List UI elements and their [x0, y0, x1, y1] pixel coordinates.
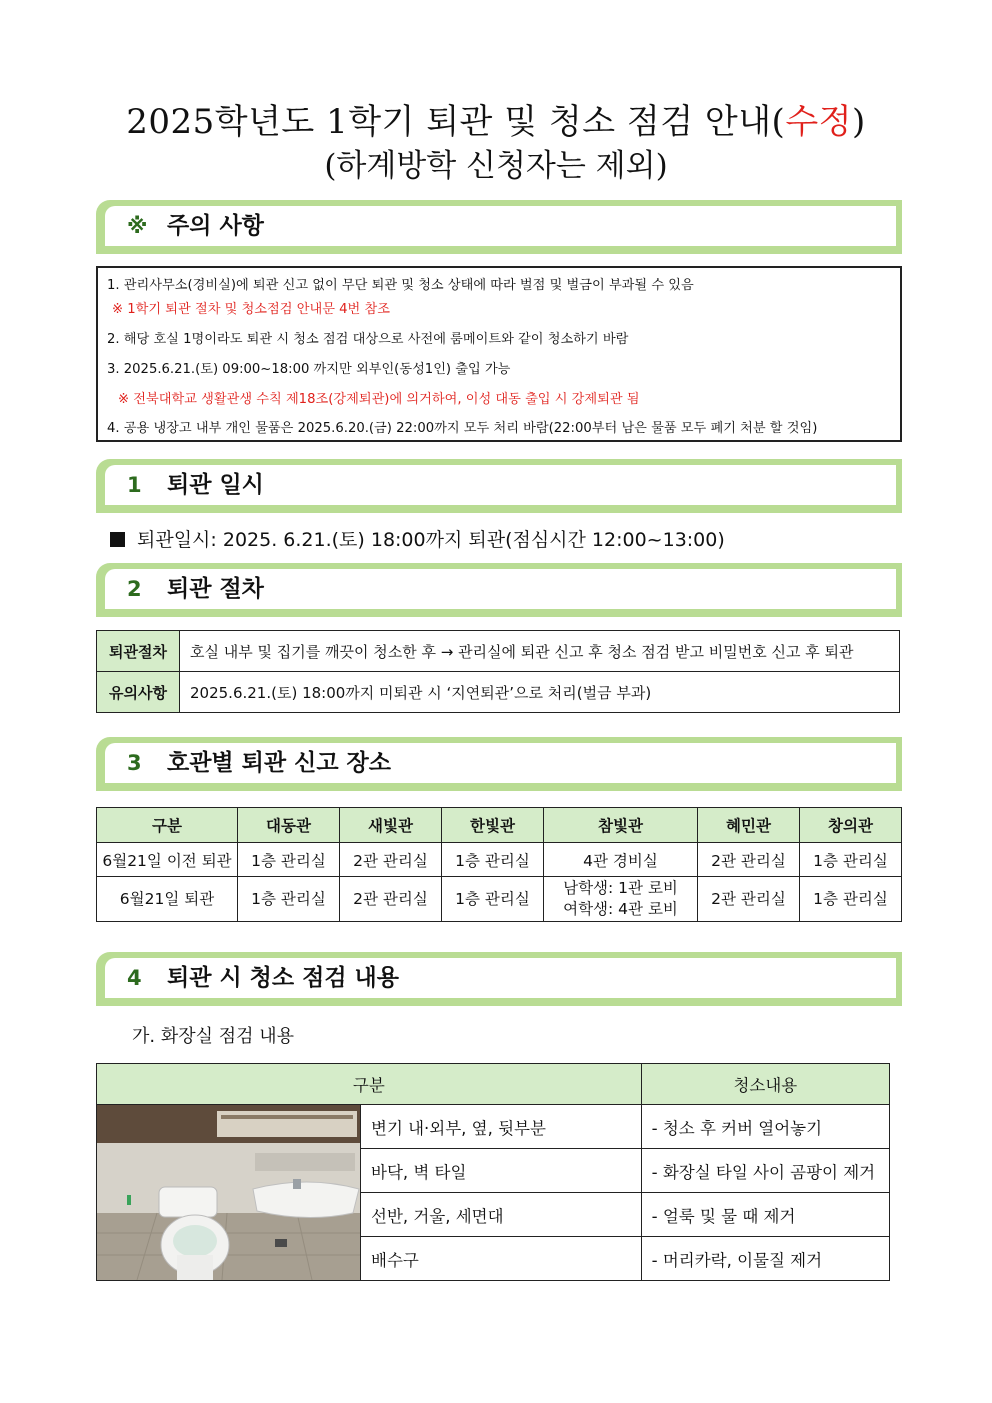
inspection-content: - 청소 후 커버 열어놓기	[641, 1105, 889, 1149]
section-header-4	[96, 952, 902, 1006]
table-cell: 2관 관리실	[340, 877, 442, 922]
section-header-notice	[96, 200, 902, 254]
table-header-row	[97, 808, 902, 843]
column-header: 대동관	[238, 808, 340, 843]
table-cell: 6월21일 이전 퇴관	[97, 843, 238, 877]
bathroom-photo-cell	[97, 1105, 361, 1281]
checkout-location-table	[96, 807, 902, 922]
section-header-2	[96, 563, 902, 617]
inspection-content: - 머리카락, 이물질 제거	[641, 1237, 889, 1281]
column-header: 청소내용	[641, 1064, 889, 1105]
page-title: 2025학년도 1학기 퇴관 및 청소 점검 안내(수정)	[126, 102, 866, 142]
notice-line: 2. 해당 호실 1명이라도 퇴관 시 청소 점검 대상으로 사전에 룸메이트와 같이 청소하기 바람	[107, 332, 629, 347]
bathroom-image	[97, 1105, 360, 1280]
section-label: 퇴관 시 청소 점검 내용	[167, 965, 399, 991]
section-number: 4	[127, 966, 142, 990]
table-cell	[544, 877, 698, 922]
title-red-text: 수정	[785, 102, 853, 142]
table-cell: 1층 관리실	[800, 843, 902, 877]
notice-mark: ※	[127, 214, 148, 238]
table-cell: 6월21일 퇴관	[97, 877, 238, 922]
table-cell: 2관 관리실	[340, 843, 442, 877]
row-header: 퇴관절차	[97, 631, 180, 672]
section-label: 퇴관 절차	[167, 576, 264, 602]
table-header-row	[97, 1064, 890, 1105]
section-number: 3	[127, 751, 142, 775]
inspection-item: 바닥, 벽 타일	[361, 1149, 642, 1193]
table-cell: 1층 관리실	[442, 843, 544, 877]
checkout-date-line: 퇴관일시: 2025. 6.21.(토) 18:00까지 퇴관(점심시간 12:00~13:00)	[110, 525, 725, 552]
column-header: 참빛관	[544, 808, 698, 843]
column-header: 혜민관	[698, 808, 800, 843]
cell-line: 남학생: 1관 로비	[563, 879, 678, 897]
table-cell: 2관 관리실	[698, 843, 800, 877]
checkout-procedure-table	[96, 630, 900, 713]
column-header: 창의관	[800, 808, 902, 843]
table-cell: 4관 경비실	[544, 843, 698, 877]
section-label: 호관별 퇴관 신고 장소	[167, 750, 391, 776]
row-value: 호실 내부 및 집기를 깨끗이 청소한 후 → 관리실에 퇴관 신고 후 청소 점검 받고 비밀번호 신고 후 퇴관	[180, 631, 900, 672]
inspection-content: - 화장실 타일 사이 곰팡이 제거	[641, 1149, 889, 1193]
column-header: 구분	[97, 1064, 642, 1105]
table-row	[97, 877, 902, 922]
row-header: 유의사항	[97, 672, 180, 713]
table-cell: 1층 관리실	[238, 843, 340, 877]
bathroom-photo	[97, 1105, 360, 1280]
column-header: 새빛관	[340, 808, 442, 843]
table-cell: 1층 관리실	[238, 877, 340, 922]
row-value: 2025.6.21.(토) 18:00까지 미퇴관 시 ‘지연퇴관’으로 처리(벌금 부과)	[180, 672, 900, 713]
square-bullet-icon	[110, 532, 125, 547]
table-row	[97, 631, 900, 672]
inspection-item: 배수구	[361, 1237, 642, 1281]
inspection-item: 변기 내·외부, 옆, 뒷부분	[361, 1105, 642, 1149]
section-number: 2	[127, 577, 142, 601]
page-subtitle: (하계방학 신청자는 제외)	[324, 148, 668, 184]
section-number: 1	[127, 473, 142, 497]
column-header: 한빛관	[442, 808, 544, 843]
inspection-item: 선반, 거울, 세면대	[361, 1193, 642, 1237]
subsection-title: 가. 화장실 점검 내용	[132, 1026, 294, 1047]
table-cell: 1층 관리실	[442, 877, 544, 922]
notice-line: 1. 관리사무소(경비실)에 퇴관 신고 없이 무단 퇴관 및 청소 상태에 따라 벌점 및 벌금이 부과될 수 있음	[107, 278, 694, 293]
table-cell: 1층 관리실	[800, 877, 902, 922]
section-header-3	[96, 737, 902, 791]
table-row	[97, 672, 900, 713]
notice-line-red: ※ 1학기 퇴관 절차 및 청소점검 안내문 4번 참조	[112, 302, 390, 317]
column-header: 구분	[97, 808, 238, 843]
notice-line-red: ※ 전북대학교 생활관생 수칙 제18조(강제퇴관)에 의거하여, 이성 대동 출입 시 강제퇴관 됨	[118, 392, 640, 407]
section-header-1	[96, 459, 902, 513]
notice-box	[96, 266, 902, 442]
notice-line: 3. 2025.6.21.(토) 09:00~18:00 까지만 외부인(동성1인) 출입 가능	[107, 362, 511, 377]
section-label: 퇴관 일시	[167, 472, 264, 498]
table-row	[97, 1105, 890, 1149]
bathroom-inspection-table	[96, 1063, 890, 1281]
table-row	[97, 843, 902, 877]
inspection-content: - 얼룩 및 물 때 제거	[641, 1193, 889, 1237]
notice-line: 4. 공용 냉장고 내부 개인 물품은 2025.6.20.(금) 22:00까지 모두 처리 바람(22:00부터 남은 물품 모두 폐기 처분 할 것임)	[107, 421, 818, 436]
table-cell: 2관 관리실	[698, 877, 800, 922]
section-label: 주의 사항	[167, 213, 264, 239]
cell-line: 여학생: 4관 로비	[563, 900, 678, 918]
